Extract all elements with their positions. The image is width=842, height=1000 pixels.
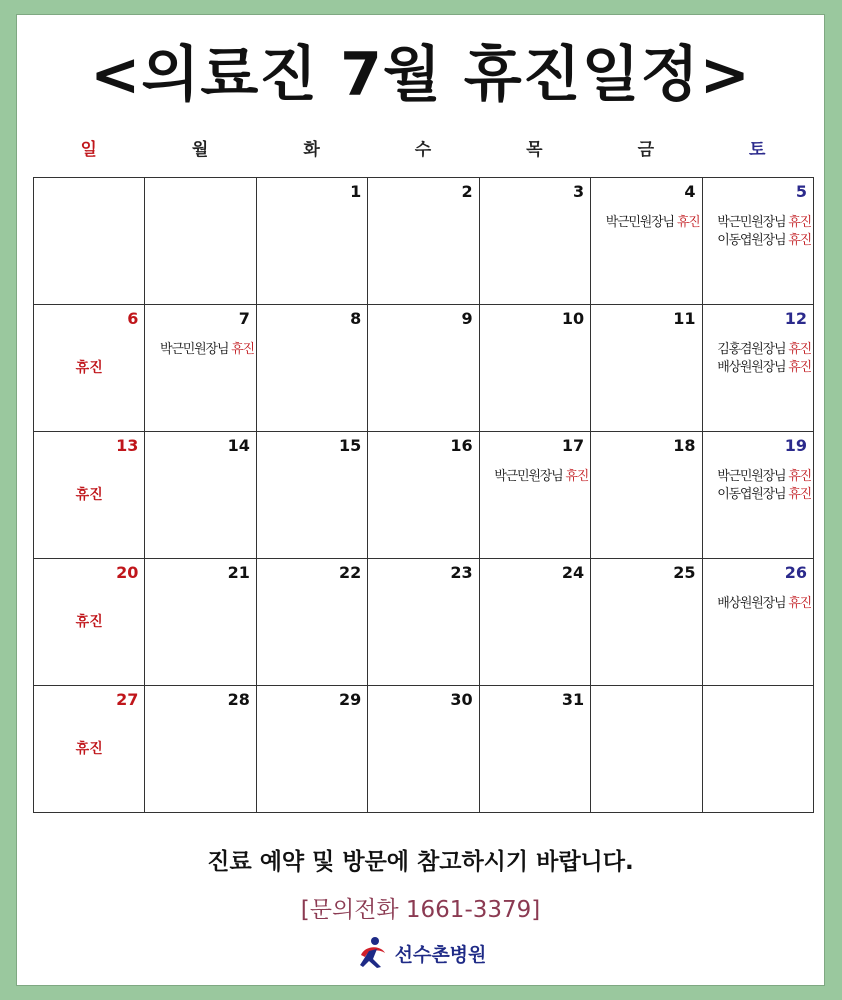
doctor-name: 박근민원장님 <box>717 469 786 484</box>
day-number: 2 <box>461 182 473 201</box>
calendar-day-cell <box>479 432 590 559</box>
event-line <box>717 486 811 504</box>
calendar-day-cell <box>256 178 367 305</box>
calendar-week <box>34 559 814 686</box>
calendar-day-cell <box>256 559 367 686</box>
day-events <box>717 214 811 250</box>
day-number: 31 <box>561 690 585 709</box>
calendar-week <box>34 686 814 813</box>
phone-inquiry: [문의전화 1661-3379] <box>300 897 541 923</box>
closed-label: 휴진 <box>75 360 103 376</box>
calendar-day-cell <box>145 305 256 432</box>
calendar-day-cell <box>479 686 590 813</box>
day-number: 7 <box>238 309 250 328</box>
doctor-name: 이동엽원장님 <box>717 487 786 502</box>
day-number: 15 <box>339 436 362 455</box>
day-events <box>494 468 588 486</box>
doctor-name: 박근민원장님 <box>605 215 674 230</box>
calendar-week <box>34 305 814 432</box>
calendar-day-cell <box>479 559 590 686</box>
off-status: 휴진 <box>788 487 811 502</box>
closed-label: 휴진 <box>75 614 103 630</box>
day-events <box>717 468 811 504</box>
event-line <box>717 214 811 232</box>
day-number: 18 <box>673 436 696 455</box>
calendar-day-cell <box>702 305 813 432</box>
off-status: 휴진 <box>788 233 811 248</box>
day-number: 16 <box>450 436 473 455</box>
day-number: 28 <box>227 690 250 709</box>
calendar-day-cell <box>591 305 702 432</box>
calendar-week <box>34 432 814 559</box>
calendar-day-cell <box>368 432 479 559</box>
calendar-day-cell <box>591 178 702 305</box>
day-number: 3 <box>572 182 585 201</box>
calendar-day-cell <box>145 432 256 559</box>
off-status: 휴진 <box>565 469 589 484</box>
closed-label: 휴진 <box>75 487 103 503</box>
calendar-grid <box>33 177 814 813</box>
day-number: 1 <box>350 182 362 201</box>
day-number: 30 <box>450 690 473 709</box>
day-events <box>606 214 700 232</box>
day-number: 4 <box>684 182 696 201</box>
calendar-day-cell <box>256 432 367 559</box>
calendar-day-cell <box>368 305 479 432</box>
off-status: 휴진 <box>788 360 811 375</box>
calendar-day-cell <box>702 559 813 686</box>
day-number: 12 <box>784 309 807 328</box>
event-line <box>717 341 811 359</box>
event-line <box>160 341 254 359</box>
doctor-name: 김홍겸원장님 <box>717 342 786 357</box>
off-status: 휴진 <box>788 215 811 230</box>
page-title: <의료진 7월 휴진일정> <box>90 40 751 110</box>
calendar-day-cell <box>479 178 590 305</box>
event-line <box>494 468 588 486</box>
weekday-header <box>33 135 813 165</box>
calendar-day-cell <box>702 178 813 305</box>
weekday-tue: 화 <box>303 140 320 160</box>
weekday-fri: 금 <box>637 140 655 160</box>
doctor-name: 배상원원장님 <box>717 360 786 375</box>
day-number: 21 <box>227 563 250 582</box>
weekday-mon: 월 <box>191 140 209 160</box>
calendar-day-cell <box>256 305 367 432</box>
hospital-logo <box>17 933 824 973</box>
weekday-sat: 토 <box>749 140 766 160</box>
event-line <box>717 595 811 613</box>
calendar-week <box>34 178 814 305</box>
off-status: 휴진 <box>231 342 254 357</box>
calendar-day-cell <box>702 432 813 559</box>
schedule-card <box>16 14 825 986</box>
doctor-name: 박근민원장님 <box>717 215 786 230</box>
weekday-sun: 일 <box>80 140 97 160</box>
runner-logo-icon <box>355 935 391 971</box>
day-number: 10 <box>561 309 585 328</box>
day-number: 19 <box>784 436 807 455</box>
closed-label: 휴진 <box>75 741 103 757</box>
event-line <box>717 232 811 250</box>
day-number: 25 <box>673 563 696 582</box>
calendar-day-cell <box>368 559 479 686</box>
off-status: 휴진 <box>788 342 811 357</box>
weekday-thu: 목 <box>526 140 543 160</box>
doctor-name: 이동엽원장님 <box>717 233 786 248</box>
off-status: 휴진 <box>788 469 811 484</box>
doctor-name: 박근민원장님 <box>160 342 229 357</box>
calendar-day-cell <box>591 559 702 686</box>
day-number: 29 <box>339 690 362 709</box>
event-line <box>717 359 811 377</box>
day-number: 11 <box>673 309 696 328</box>
calendar-day-cell <box>591 686 702 813</box>
day-number: 6 <box>127 309 139 328</box>
off-status: 휴진 <box>788 596 811 611</box>
day-number: 9 <box>461 309 473 328</box>
day-number: 22 <box>339 563 362 582</box>
day-events <box>160 341 254 359</box>
calendar-day-cell <box>368 686 479 813</box>
day-number: 14 <box>227 436 250 455</box>
calendar-day-cell <box>479 305 590 432</box>
day-number: 8 <box>350 309 362 328</box>
calendar-day-cell <box>145 559 256 686</box>
calendar-day-cell <box>368 178 479 305</box>
day-number: 17 <box>561 436 585 455</box>
event-line <box>606 214 700 232</box>
day-events <box>717 595 811 613</box>
day-events <box>717 341 811 377</box>
day-number: 13 <box>116 436 139 455</box>
calendar-day-cell <box>34 432 145 559</box>
day-number: 26 <box>784 563 807 582</box>
hospital-name: 선수촌병원 <box>394 943 487 966</box>
calendar-day-cell <box>145 686 256 813</box>
day-number: 27 <box>116 690 139 709</box>
calendar-day-cell <box>591 432 702 559</box>
calendar-day-cell <box>34 686 145 813</box>
day-number: 23 <box>450 563 473 582</box>
calendar-day-cell <box>256 686 367 813</box>
day-number: 5 <box>795 182 807 201</box>
calendar-day-cell <box>702 686 813 813</box>
calendar-day-cell <box>145 178 256 305</box>
calendar-day-cell <box>34 559 145 686</box>
off-status: 휴진 <box>676 215 700 230</box>
event-line <box>717 468 811 486</box>
weekday-wed: 수 <box>414 140 432 160</box>
day-number: 20 <box>116 563 139 582</box>
doctor-name: 배상원원장님 <box>717 596 786 611</box>
calendar-day-cell <box>34 178 145 305</box>
doctor-name: 박근민원장님 <box>494 469 563 484</box>
notice-text: 진료 예약 및 방문에 참고하시기 바랍니다. <box>207 849 634 875</box>
day-number: 24 <box>561 563 585 582</box>
calendar-day-cell <box>34 305 145 432</box>
